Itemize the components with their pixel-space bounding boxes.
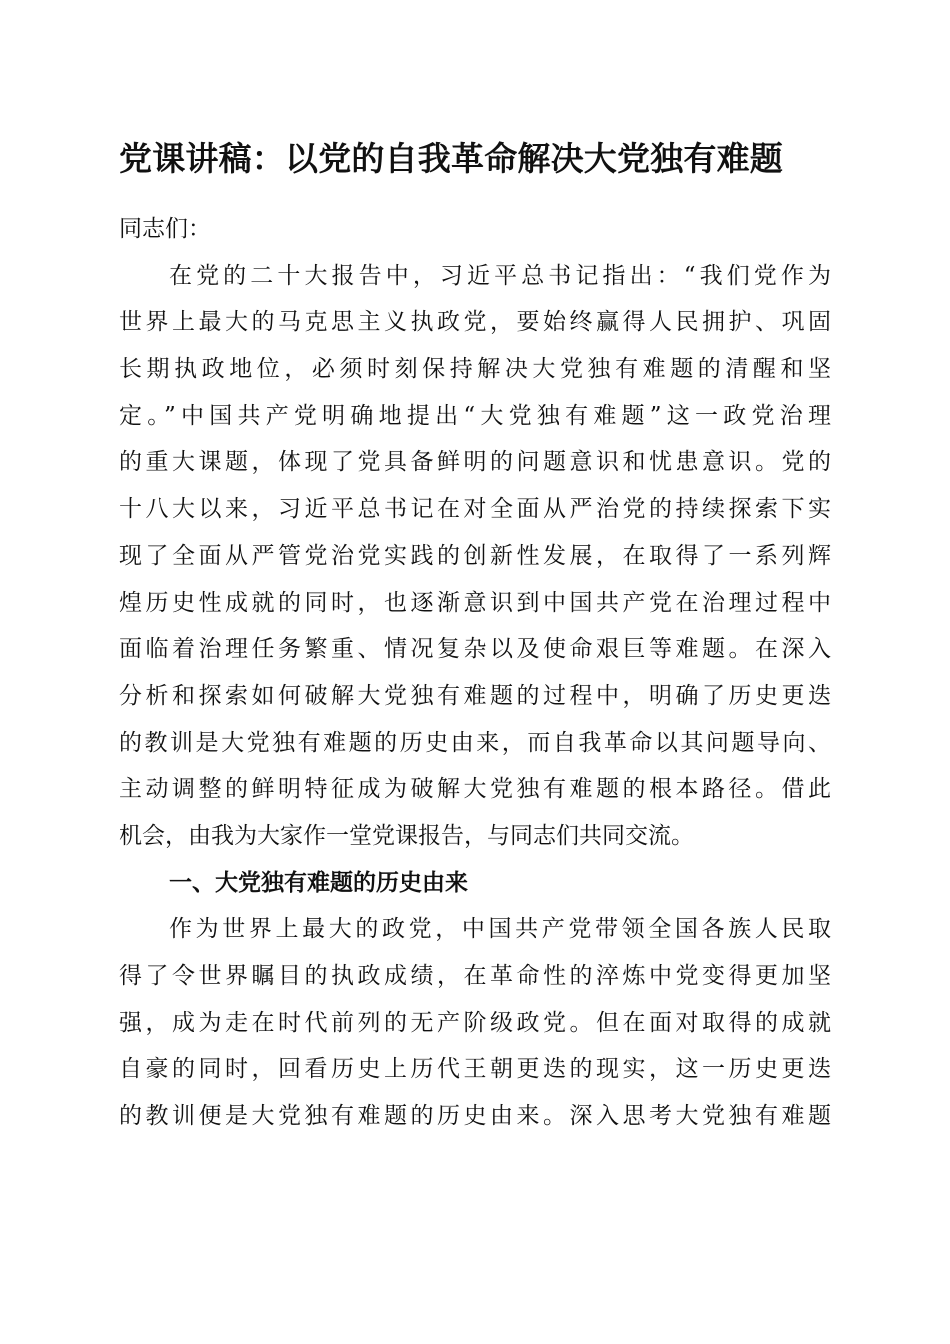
paragraph-line: 的重大课题，体现了党具备鲜明的问题意识和忧患意识。党的 bbox=[119, 449, 831, 476]
paragraph-line: 机会，由我为大家作一堂党课报告，与同志们共同交流。 bbox=[119, 822, 694, 849]
paragraph-line: 分析和探索如何破解大党独有难题的过程中，明确了历史更迭 bbox=[119, 682, 831, 709]
paragraph-line: 得了令世界瞩目的执政成绩，在革命性的淬炼中党变得更加坚 bbox=[119, 963, 831, 989]
paragraph-line: 主动调整的鲜明特征成为破解大党独有难题的根本路径。借此 bbox=[119, 776, 831, 803]
document-title: 党课讲稿：以党的自我革命解决大党独有难题 bbox=[119, 139, 783, 178]
paragraph-intro bbox=[119, 253, 831, 860]
paragraph-line: 作为世界上最大的政党，中国共产党带领全国各族人民取 bbox=[169, 916, 831, 943]
paragraph-line: 的教训是大党独有难题的历史由来，而自我革命以其问题导向、 bbox=[119, 729, 831, 756]
paragraph-line: 强，成为走在时代前列的无产阶级政党。但在面对取得的成就 bbox=[119, 1009, 831, 1036]
paragraph-line: 十八大以来，习近平总书记在对全面从严治党的持续探索下实 bbox=[119, 496, 831, 523]
paragraph-line: 现了全面从严管党治党实践的创新性发展，在取得了一系列辉 bbox=[119, 542, 831, 569]
paragraph-line: 定。”中国共产党明确地提出“大党独有难题”这一政党治理 bbox=[119, 402, 831, 429]
paragraph-line: 的教训便是大党独有难题的历史由来。深入思考大党独有难题 bbox=[119, 1103, 831, 1130]
document-body bbox=[119, 206, 831, 1140]
paragraph-line: 面临着治理任务繁重、情况复杂以及使命艰巨等难题。在深入 bbox=[119, 636, 831, 663]
paragraph-line: 煌历史性成就的同时，也逐渐意识到中国共产党在治理过程中 bbox=[119, 589, 831, 616]
salutation: 同志们： bbox=[119, 216, 211, 242]
section-heading: 一、大党独有难题的历史由来 bbox=[169, 869, 468, 896]
paragraph-section1 bbox=[119, 906, 831, 1139]
paragraph-line: 在党的二十大报告中，习近平总书记指出：“我们党作为 bbox=[169, 262, 831, 289]
paragraph-line: 自豪的同时，回看历史上历代王朝更迭的现实，这一历史更迭 bbox=[119, 1056, 831, 1083]
paragraph-line: 长期执政地位，必须时刻保持解决大党独有难题的清醒和坚 bbox=[119, 356, 831, 383]
paragraph-line: 世界上最大的马克思主义执政党，要始终赢得人民拥护、巩固 bbox=[119, 309, 831, 336]
